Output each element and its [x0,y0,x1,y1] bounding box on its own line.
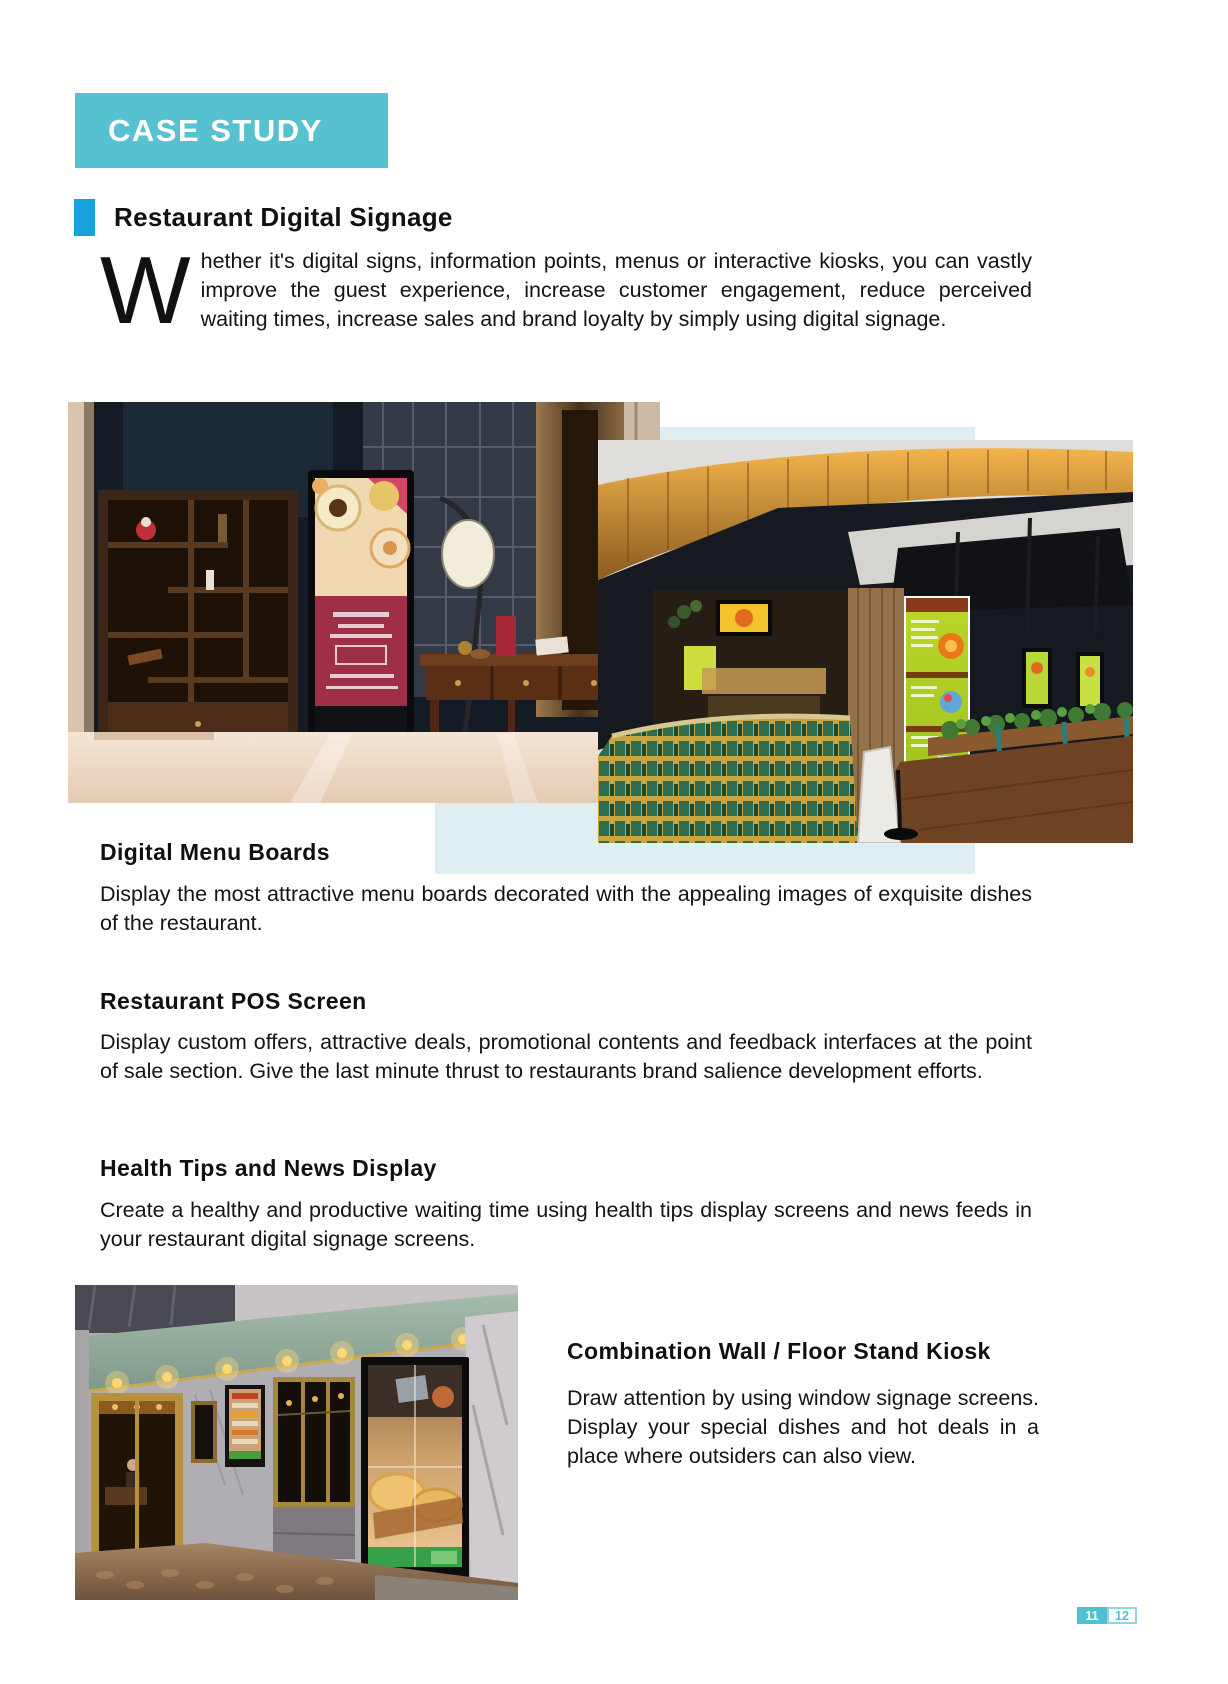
section-body-health-tips: Create a healthy and productive waiting time using health tips display screens and news feeds in your restaurant digital signage screens. [100,1198,1032,1251]
intro-text: hether it's digital signs, information points, menus or interactive kiosks, you can vastly improve the guest experience, increase customer engagement, reduce perceived waiting times, increase sales and brand loyalty by simply using digital signage. [200,249,1032,331]
page-number-right: 12 [1107,1607,1137,1624]
section-body-digital-menu-boards: Display the most attractive menu boards decorated with the appealing images of exquisite dishes of the restaurant. [100,882,1032,935]
section-heading-restaurant-pos-screen: Restaurant POS Screen [100,988,367,1014]
section-body-combination-kiosk: Draw attention by using window signage screens. Display your special dishes and hot deals in a place where outsiders can also view. [567,1386,1039,1468]
food-court-photo [598,440,1133,843]
intro-paragraph [100,237,1032,344]
section-heading-digital-menu-boards: Digital Menu Boards [100,839,330,865]
lobby-kiosk-photo [68,402,660,803]
case-study-banner [75,93,388,168]
banner-label: CASE STUDY [108,112,323,148]
page-title: Restaurant Digital Signage [114,202,453,232]
section-body-restaurant-pos-screen: Display custom offers, attractive deals, promotional contents and feedback interfaces at the point of sale section. Give the last minute thrust to restaurants brand salience development efforts. [100,1030,1032,1083]
drop-cap: W [100,237,191,344]
title-row [74,199,453,236]
page-number-badge [1077,1607,1137,1624]
section-heading-health-tips: Health Tips and News Display [100,1155,437,1181]
title-bullet-square [74,199,95,236]
page-number-left: 11 [1077,1607,1107,1624]
storefront-photo [75,1285,518,1600]
section-heading-combination-kiosk: Combination Wall / Floor Stand Kiosk [567,1338,991,1364]
